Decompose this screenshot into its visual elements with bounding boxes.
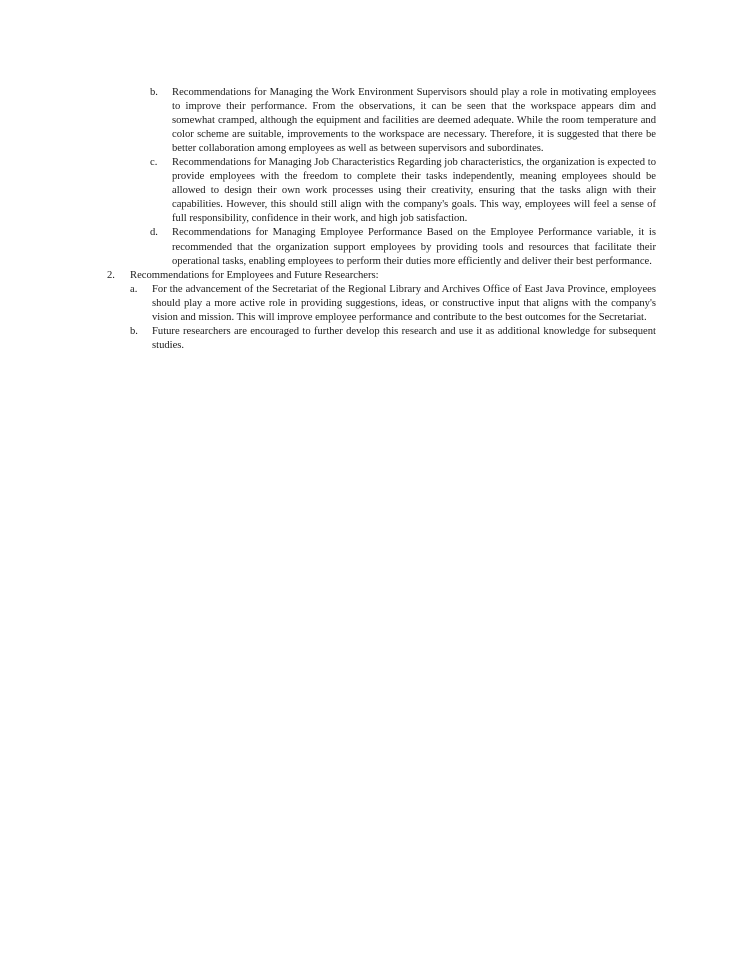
list-item: [0, 86, 742, 156]
list-item-marker: d.: [150, 227, 158, 239]
list-item-text: Recommendations for Managing Job Characteristics Regarding job characteristics, the organization is expected to provide employees with the freedom to complete their tasks independently, meaning employees should be allowed to design their own work processes using their creativity, ensuring that the tasks align with their capabilities. However, this should still align with the company's goals. This way, employees will feel a sense of full responsibility, confidence in their work, and high job satisfaction.: [172, 157, 656, 225]
list-item-text: Future researchers are encouraged to further develop this research and use it as additional knowledge for subsequent studies.: [152, 325, 656, 351]
list-item: [0, 156, 742, 226]
managerial-recommendations-list: [0, 86, 742, 269]
list-item-text: For the advancement of the Secretariat of the Regional Library and Archives Office of East Java Province, employees should play a more active role in providing suggestions, ideas, or constructive input that aligns with the company's vision and mission. This will improve employee performance and contribute to the best outcomes for the Secretariat.: [152, 283, 656, 323]
numbered-recommendations-list: [0, 269, 742, 353]
list-item: [0, 226, 742, 268]
numbered-list-item-heading: Recommendations for Employees and Future Researchers:: [130, 269, 379, 281]
numbered-list-item-marker: 2.: [107, 269, 115, 281]
list-item-text: Recommendations for Managing the Work Environment Supervisors should play a role in motivating employees to improve their performance. From the observations, it can be seen that the workspace appears dim and somewhat cramped, although the equipment and facilities are deemed adequate. While the room temperature and color scheme are suitable, improvements to the workspace are necessary. Therefore, it is suggested that there be better collaboration among employees as well as between supervisors and subordinates.: [172, 87, 656, 155]
numbered-list-item: [0, 269, 742, 353]
future-recommendations-sublist: [0, 283, 742, 353]
list-item-text: Recommendations for Managing Employee Performance Based on the Employee Performance variable, it is recommended that the organization support employees by providing tools and resources that facilitate their operational tasks, enabling employees to perform their duties more efficiently and deliver their best performance.: [172, 227, 656, 267]
list-item-marker: b.: [150, 87, 158, 98]
list-item: [0, 325, 742, 353]
page-content: [0, 86, 742, 353]
list-item-marker: b.: [130, 325, 138, 337]
list-item-marker: c.: [150, 157, 158, 169]
list-item-marker: a.: [130, 283, 138, 295]
list-item: [0, 283, 742, 325]
